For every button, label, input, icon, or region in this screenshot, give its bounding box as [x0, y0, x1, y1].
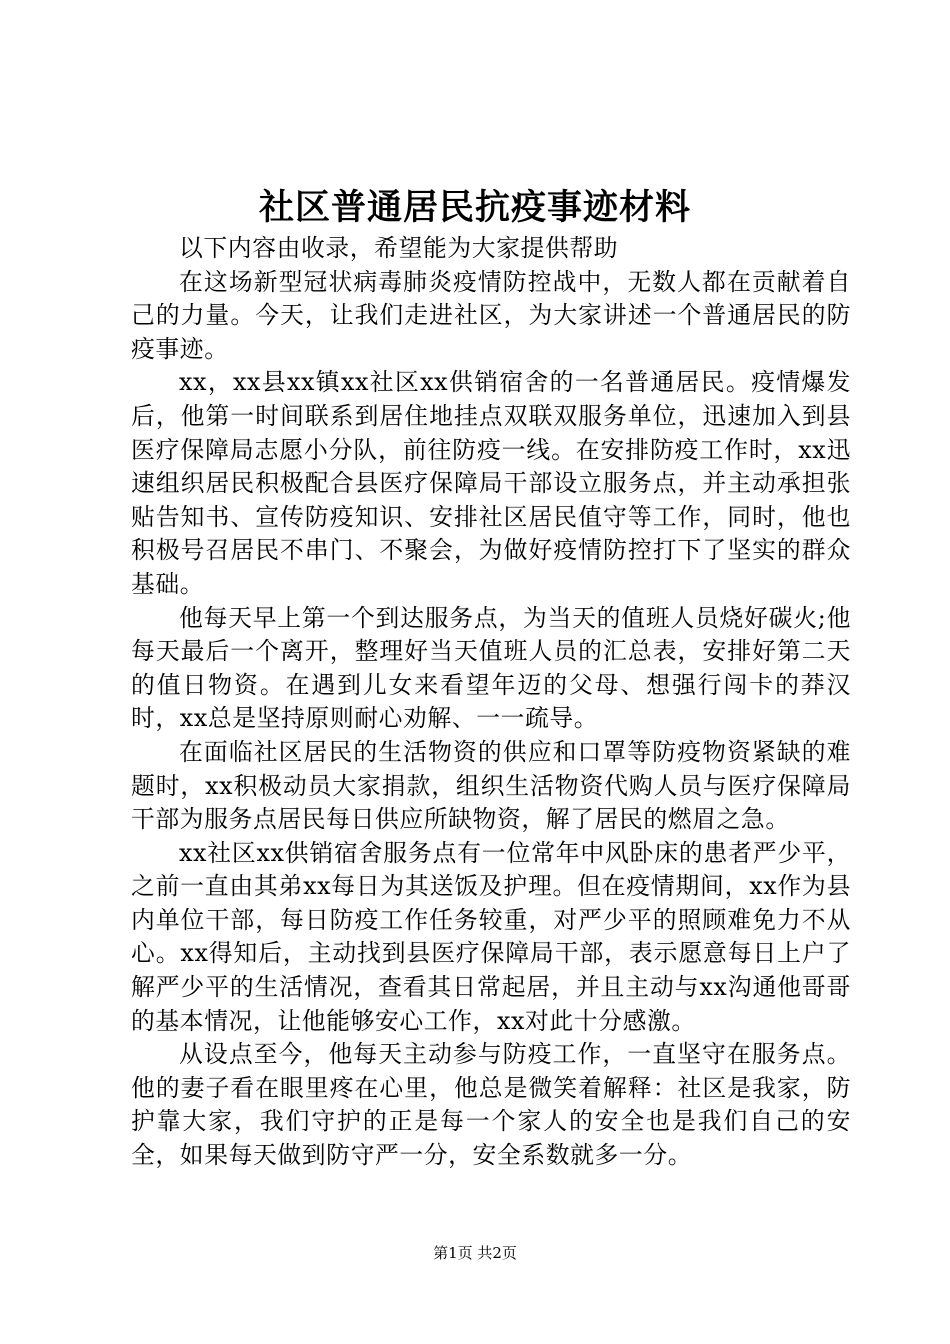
document-title: 社区普通居民抗疫事迹材料 — [258, 187, 691, 228]
paragraph-6: 从设点至今，他每天主动参与防疫工作，一直坚守在服务点。他的妻子看在眼里疼在心里，他总是微笑着解释：社区是我家，防护靠大家，我们守护的正是每一个家人的安全也是我们自己的安全，如果每天做到防守严一分，安全系数就多一分。 — [131, 1040, 851, 1170]
paragraph-1: 在这场新型冠状病毒肺炎疫情防控战中，无数人都在贡献着自己的力量。今天，让我们走进社区，为大家讲述一个普通居民的防疫事迹。 — [131, 267, 851, 363]
paragraph-intro: 以下内容由收录，希望能为大家提供帮助 — [179, 234, 619, 262]
paragraph-2: xx，xx县xx镇xx社区xx供销宿舍的一名普通居民。疫情爆发后，他第一时间联系到居住地挂点双联双服务单位，迅速加入到县医疗保障局志愿小分队，前往防疫一线。在安排防疫工作时，xx迅速组织居民积极配合县医疗保障局干部设立服务点，并主动承担张贴告知书、宣传防疫知识、安排社区居民值守等工作，同时，他也积极号召居民不串门、不聚会，为做好疫情防控打下了坚实的群众基础。 — [131, 368, 851, 598]
paragraph-3: 他每天早上第一个到达服务点，为当天的值班人员烧好碳火;他每天最后一个离开，整理好当天值班人员的汇总表，安排好第二天的值日物资。在遇到儿女来看望年迈的父母、想强行闯卡的莽汉时，xx总是坚持原则耐心劝解、一一疏导。 — [131, 603, 851, 733]
page-footer: 第1页 共2页 — [433, 1244, 517, 1262]
document-body — [131, 232, 851, 1173]
paragraph-5: xx社区xx供销宿舍服务点有一位常年中风卧床的患者严少平，之前一直由其弟xx每日为其送饭及护理。但在疫情期间，xx作为县内单位干部，每日防疫工作任务较重，对严少平的照顾难免力不从心。xx得知后，主动找到县医疗保障局干部，表示愿意每日上户了解严少平的生活情况，查看其日常起居，并且主动与xx沟通他哥哥的基本情况，让他能够安心工作，xx对此十分感激。 — [131, 838, 851, 1035]
paragraph-4: 在面临社区居民的生活物资的供应和口罩等防疫物资紧缺的难题时，xx积极动员大家捐款，组织生活物资代购人员与医疗保障局干部为服务点居民每日供应所缺物资，解了居民的燃眉之急。 — [131, 737, 851, 834]
